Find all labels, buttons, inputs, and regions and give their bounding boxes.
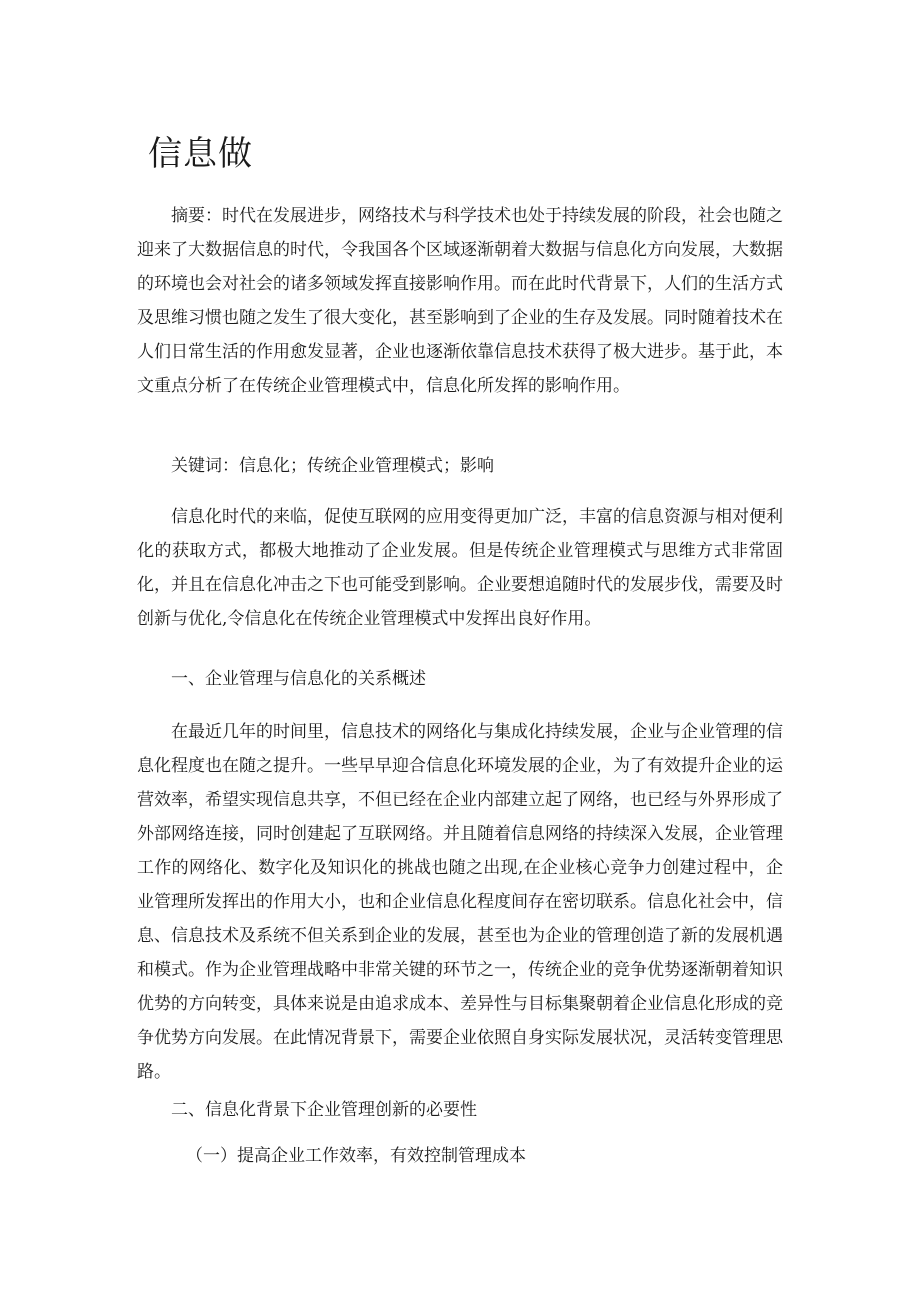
abstract-paragraph: 摘要：时代在发展进步，网络技术与科学技术也处于持续发展的阶段，社会也随之迎来了大数据信息的时代，令我国各个区域逐渐朝着大数据与信息化方向发展，大数据的环境也会对社会的诸多领域发挥直接影响作用。而在此时代背景下，人们的生活方式及思维习惯也随之发生了很大变化，甚至影响到了企业的生存及发展。同时随着技术在人们日常生活的作用愈发显著，企业也逐渐依靠信息技术获得了极大进步。基于此，本文重点分析了在传统企业管理模式中，信息化所发挥的影响作用。 xyxy=(137,206,783,396)
section-2-subheading-1: （一）提高企业工作效率，有效控制管理成本 xyxy=(186,1146,526,1166)
section-1-heading: 一、企业管理与信息化的关系概述 xyxy=(171,669,426,689)
section-2-heading: 二、信息化背景下企业管理创新的必要性 xyxy=(171,1100,477,1120)
intro-paragraph: 信息化时代的来临，促使互联网的应用变得更加广泛，丰富的信息资源与相对便利化的获取方式，都极大地推动了企业发展。但是传统企业管理模式与思维方式非常固化，并且在信息化冲击之下也可能受到影响。企业要想追随时代的发展步伐，需要及时创新与优化,令信息化在传统企业管理模式中发挥出良好作用。 xyxy=(137,507,783,629)
section-1-body: 在最近几年的时间里，信息技术的网络化与集成化持续发展，企业与企业管理的信息化程度也在随之提升。一些早早迎合信息化环境发展的企业，为了有效提升企业的运营效率，希望实现信息共享，不但已经在企业内部建立起了网络，也已经与外界形成了外部网络连接，同时创建起了互联网络。并且随着信息网络的持续深入发展，企业管理工作的网络化、数字化及知识化的挑战也随之出现,在企业核心竞争力创建过程中，企业管理所发挥出的作用大小，也和企业信息化程度间存在密切联系。信息化社会中，信息、信息技术及系统不但关系到企业的发展，甚至也为企业的管理创造了新的发展机遇和模式。作为企业管理战略中非常关键的环节之一，传统企业的竞争优势逐渐朝着知识优势的方向转变，具体来说是由追求成本、差异性与目标集聚朝着企业信息化形成的竞争优势方向发展。在此情况背景下，需要企业依照自身实际发展状况，灵活转变管理思路。 xyxy=(137,722,783,1082)
document-title: 信息做 xyxy=(148,134,253,174)
keywords-paragraph: 关键词：信息化；传统企业管理模式；影响 xyxy=(171,456,494,476)
